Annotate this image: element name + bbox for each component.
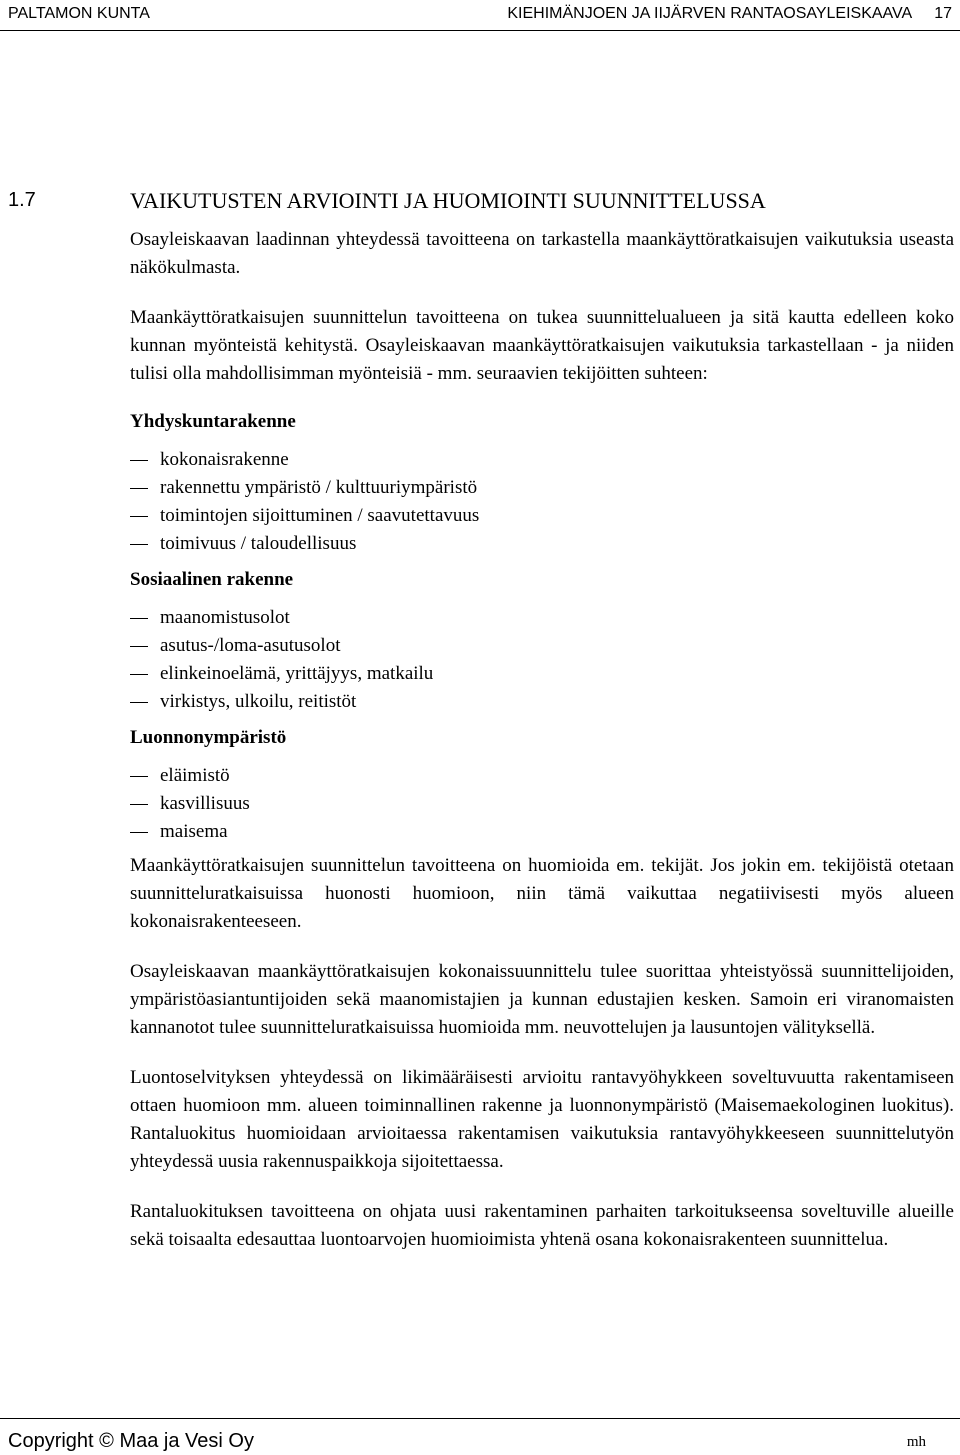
group-heading-natural-environment: Luonnonympäristö [130, 727, 287, 748]
list-social-structure [130, 604, 954, 716]
list-natural-environment [130, 762, 954, 846]
list-item: kasvillisuus [130, 790, 954, 818]
header-plan-title [507, 5, 952, 23]
page-footer [0, 1418, 960, 1455]
list-item: eläimistö [130, 762, 954, 790]
paragraph-cooperation: Osayleiskaavan maankäyttöratkaisujen kokonaissuunnittelu tulee suorittaa yhteistyössä suunnittelijoiden, ympäristöasiantuntijoiden sekä maanomistajien ja kunnan edustajien kesken. Samoin eri viranomaisten kannanotot tulee suunnitteluratkaisuissa huomioida mm. neuvottelujen ja lausuntojen välityksellä. [130, 961, 954, 1038]
list-item: rakennettu ympäristö / kulttuuriympäristö [130, 474, 954, 502]
paragraph-intro: Osayleiskaavan laadinnan yhteydessä tavoitteena on tarkastella maankäyttöratkaisujen vaikutuksia useasta näkökulmasta. [130, 229, 954, 278]
header-rule [0, 30, 960, 31]
header-municipality: PALTAMON KUNTA [8, 5, 150, 22]
footer-initials: mh [906, 1434, 926, 1450]
group-heading-social-structure: Sosiaalinen rakenne [130, 569, 294, 590]
list-item: elinkeinoelämä, yrittäjyys, matkailu [130, 660, 954, 688]
page-header [0, 0, 960, 30]
header-plan-name: KIEHIMÄNJOEN JA IIJÄRVEN RANTAOSAYLEISKAAVA [507, 5, 913, 22]
list-item: toimivuus / taloudellisuus [130, 530, 954, 558]
paragraph-nature-survey: Luontoselvityksen yhteydessä on likimääräisesti arvioitu rantavyöhykkeen soveltuvuutta rakentamiseen ottaen huomioon mm. alueen toiminnallinen rakenne ja luonnonympäristö (Maisemaekologinen luokitus). Rantaluokitus huomioidaan arvioitaessa rakentamisen vaikutuksia rantavyöhykkeeseen suunnittelutyön yhteydessä uusia rakennuspaikkoja sijoitettaessa. [130, 1067, 954, 1172]
group-heading-community-structure: Yhdyskuntarakenne [130, 411, 296, 432]
paragraph-shore-classification: Rantaluokituksen tavoitteena on ohjata uusi rakentaminen parhaiten tarkoitukseensa soveltuville alueille sekä toisaalta edesauttaa luontoarvojen huomioimista yhtenä osana kokonaisrakenteen suunnittelua. [130, 1201, 954, 1250]
section-number: 1.7 [8, 189, 36, 211]
list-item: maanomistusolot [130, 604, 954, 632]
list-item: maisema [130, 818, 954, 846]
document-body [130, 226, 954, 1254]
list-item: virkistys, ulkoilu, reitistöt [130, 688, 954, 716]
section-title: VAIKUTUSTEN ARVIOINTI JA HUOMIOINTI SUUNNITTELUSSA [130, 188, 766, 213]
footer-rule [0, 1418, 960, 1419]
list-item: toimintojen sijoittuminen / saavutettavuus [130, 502, 954, 530]
list-community-structure [130, 446, 954, 558]
footer-copyright: Copyright © Maa ja Vesi Oy [8, 1430, 254, 1452]
paragraph-objectives: Maankäyttöratkaisujen suunnittelun tavoitteena on tukea suunnittelualueen ja sitä kautta edelleen koko kunnan myönteistä kehitystä. Osayleiskaavan maankäyttöratkaisujen vaikutuksia tarkastellaan - ja niiden tulisi olla mahdollisimman myönteisiä - mm. seuraavien tekijöitten suhteen: [130, 307, 954, 384]
paragraph-consideration: Maankäyttöratkaisujen suunnittelun tavoitteena on huomioida em. tekijät. Jos jokin em. tekijöistä otetaan suunnitteluratkaisuissa huonosti huomioon, niin tämä vaikuttaa negatiivisesti myös alueen kokonaisrakenteeseen. [130, 855, 954, 932]
list-item: kokonaisrakenne [130, 446, 954, 474]
page-number: 17 [934, 5, 952, 22]
list-item: asutus-/loma-asutusolot [130, 632, 954, 660]
